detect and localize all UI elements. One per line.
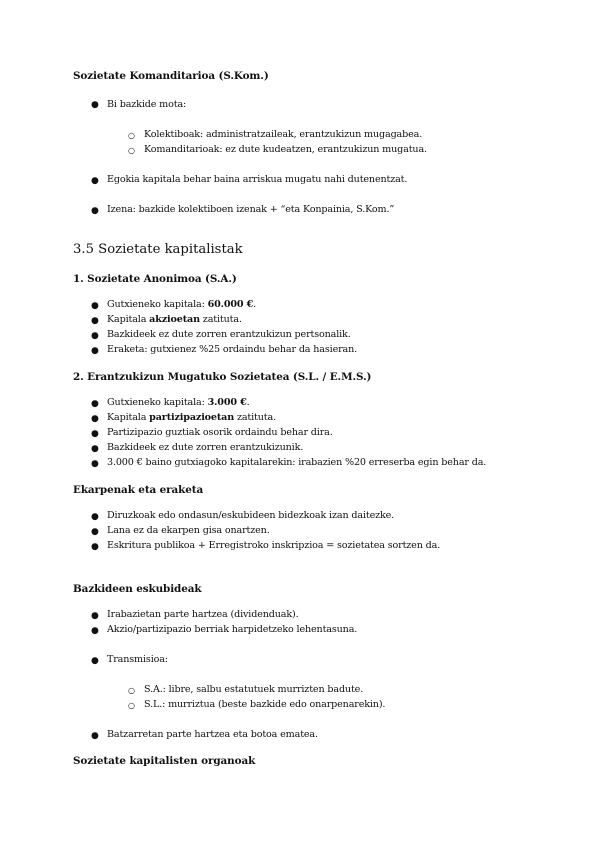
- list-item: Batzarretan parte hartzea eta botoa ematea.: [107, 729, 318, 740]
- bullet-icon: ●: [91, 626, 99, 636]
- list-item: Akzio/partizipazio berriak harpidetzeko lehentasuna.: [107, 624, 358, 635]
- hollow-bullet-icon: ○: [128, 131, 135, 140]
- bullet-icon: ●: [91, 331, 99, 341]
- list-item: Eraketa: gutxienez %25 ordaindu behar da hasieran.: [107, 344, 358, 355]
- bullet-icon: ●: [91, 512, 99, 522]
- sub-list-item: Kolektiboak: administratzaileak, erantzukizun mugagabea.: [144, 129, 423, 140]
- bullet-icon: ●: [91, 206, 99, 216]
- list-item: Kapitala akzioetan zatituta.: [107, 314, 242, 325]
- list-item: Gutxieneko kapitala: 3.000 €.: [107, 397, 250, 408]
- hollow-bullet-icon: ○: [128, 701, 135, 710]
- bullet-icon: ●: [91, 731, 99, 741]
- bullet-icon: ●: [91, 444, 99, 454]
- list-item: Partizipazio guztiak osorik ordaindu behar dira.: [107, 427, 333, 438]
- bullet-icon: ●: [91, 611, 99, 621]
- list-item: Eskritura publikoa + Erregistroko inskripzioa = sozietatea sortzen da.: [107, 540, 441, 551]
- list-item: Diruzkoak edo ondasun/eskubideen bidezkoak izan daitezke.: [107, 510, 395, 521]
- bullet-icon: ●: [91, 527, 99, 537]
- bullet-icon: ●: [91, 316, 99, 326]
- hollow-bullet-icon: ○: [128, 146, 135, 155]
- heading-ekarpenak-eta-eraketa: Ekarpenak eta eraketa: [73, 484, 204, 496]
- bullet-icon: ●: [91, 459, 99, 469]
- bullet-icon: ●: [91, 100, 99, 110]
- bullet-icon: ●: [91, 346, 99, 356]
- list-item: Izena: bazkide kolektiboen izenak + “eta Konpainia, S.Kom.”: [107, 204, 395, 215]
- list-item: Bazkideek ez dute zorren erantzukizun pertsonalik.: [107, 329, 351, 340]
- heading-sozietate-kapitalisten-organoak: Sozietate kapitalisten organoak: [73, 755, 256, 767]
- list-item: Transmisioa:: [107, 654, 168, 665]
- heading-sozietate-anonimoa: 1. Sozietate Anonimoa (S.A.): [73, 273, 237, 285]
- list-item: Bazkideek ez dute zorren erantzukizunik.: [107, 442, 304, 453]
- bullet-icon: ●: [91, 399, 99, 409]
- list-item: Bi bazkide mota:: [107, 99, 187, 110]
- sub-list-item: S.L.: murriztua (beste bazkide edo onarpenarekin).: [144, 699, 386, 710]
- list-item: Egokia kapitala behar baina arriskua mugatu nahi dutenentzat.: [107, 174, 408, 185]
- sub-list-item: Komanditarioak: ez dute kudeatzen, erantzukizun mugatua.: [144, 144, 427, 155]
- list-item: Kapitala partizipazioetan zatituta.: [107, 412, 276, 423]
- bullet-icon: ●: [91, 301, 99, 311]
- sub-list-item: S.A.: libre, salbu estatutuek murrizten badute.: [144, 684, 364, 695]
- list-item: Gutxieneko kapitala: 60.000 €.: [107, 299, 257, 310]
- bullet-icon: ●: [91, 429, 99, 439]
- heading-bazkideen-eskubideak: Bazkideen eskubideak: [73, 583, 202, 595]
- bullet-icon: ●: [91, 656, 99, 666]
- heading-sozietate-kapitalistak: 3.5 Sozietate kapitalistak: [73, 242, 243, 257]
- bullet-icon: ●: [91, 542, 99, 552]
- heading-erantzukizun-mugatuko: 2. Erantzukizun Mugatuko Sozietatea (S.L. / E.M.S.): [73, 371, 372, 383]
- list-item: Irabazietan parte hartzea (dividenduak).: [107, 609, 299, 620]
- bullet-icon: ●: [91, 414, 99, 424]
- list-item: 3.000 € baino gutxiagoko kapitalarekin: irabazien %20 erreserba egin behar da.: [107, 457, 487, 468]
- bullet-icon: ●: [91, 176, 99, 186]
- hollow-bullet-icon: ○: [128, 686, 135, 695]
- list-item: Lana ez da ekarpen gisa onartzen.: [107, 525, 270, 536]
- heading-sozietate-komanditarioa: Sozietate Komanditarioa (S.Kom.): [73, 70, 269, 82]
